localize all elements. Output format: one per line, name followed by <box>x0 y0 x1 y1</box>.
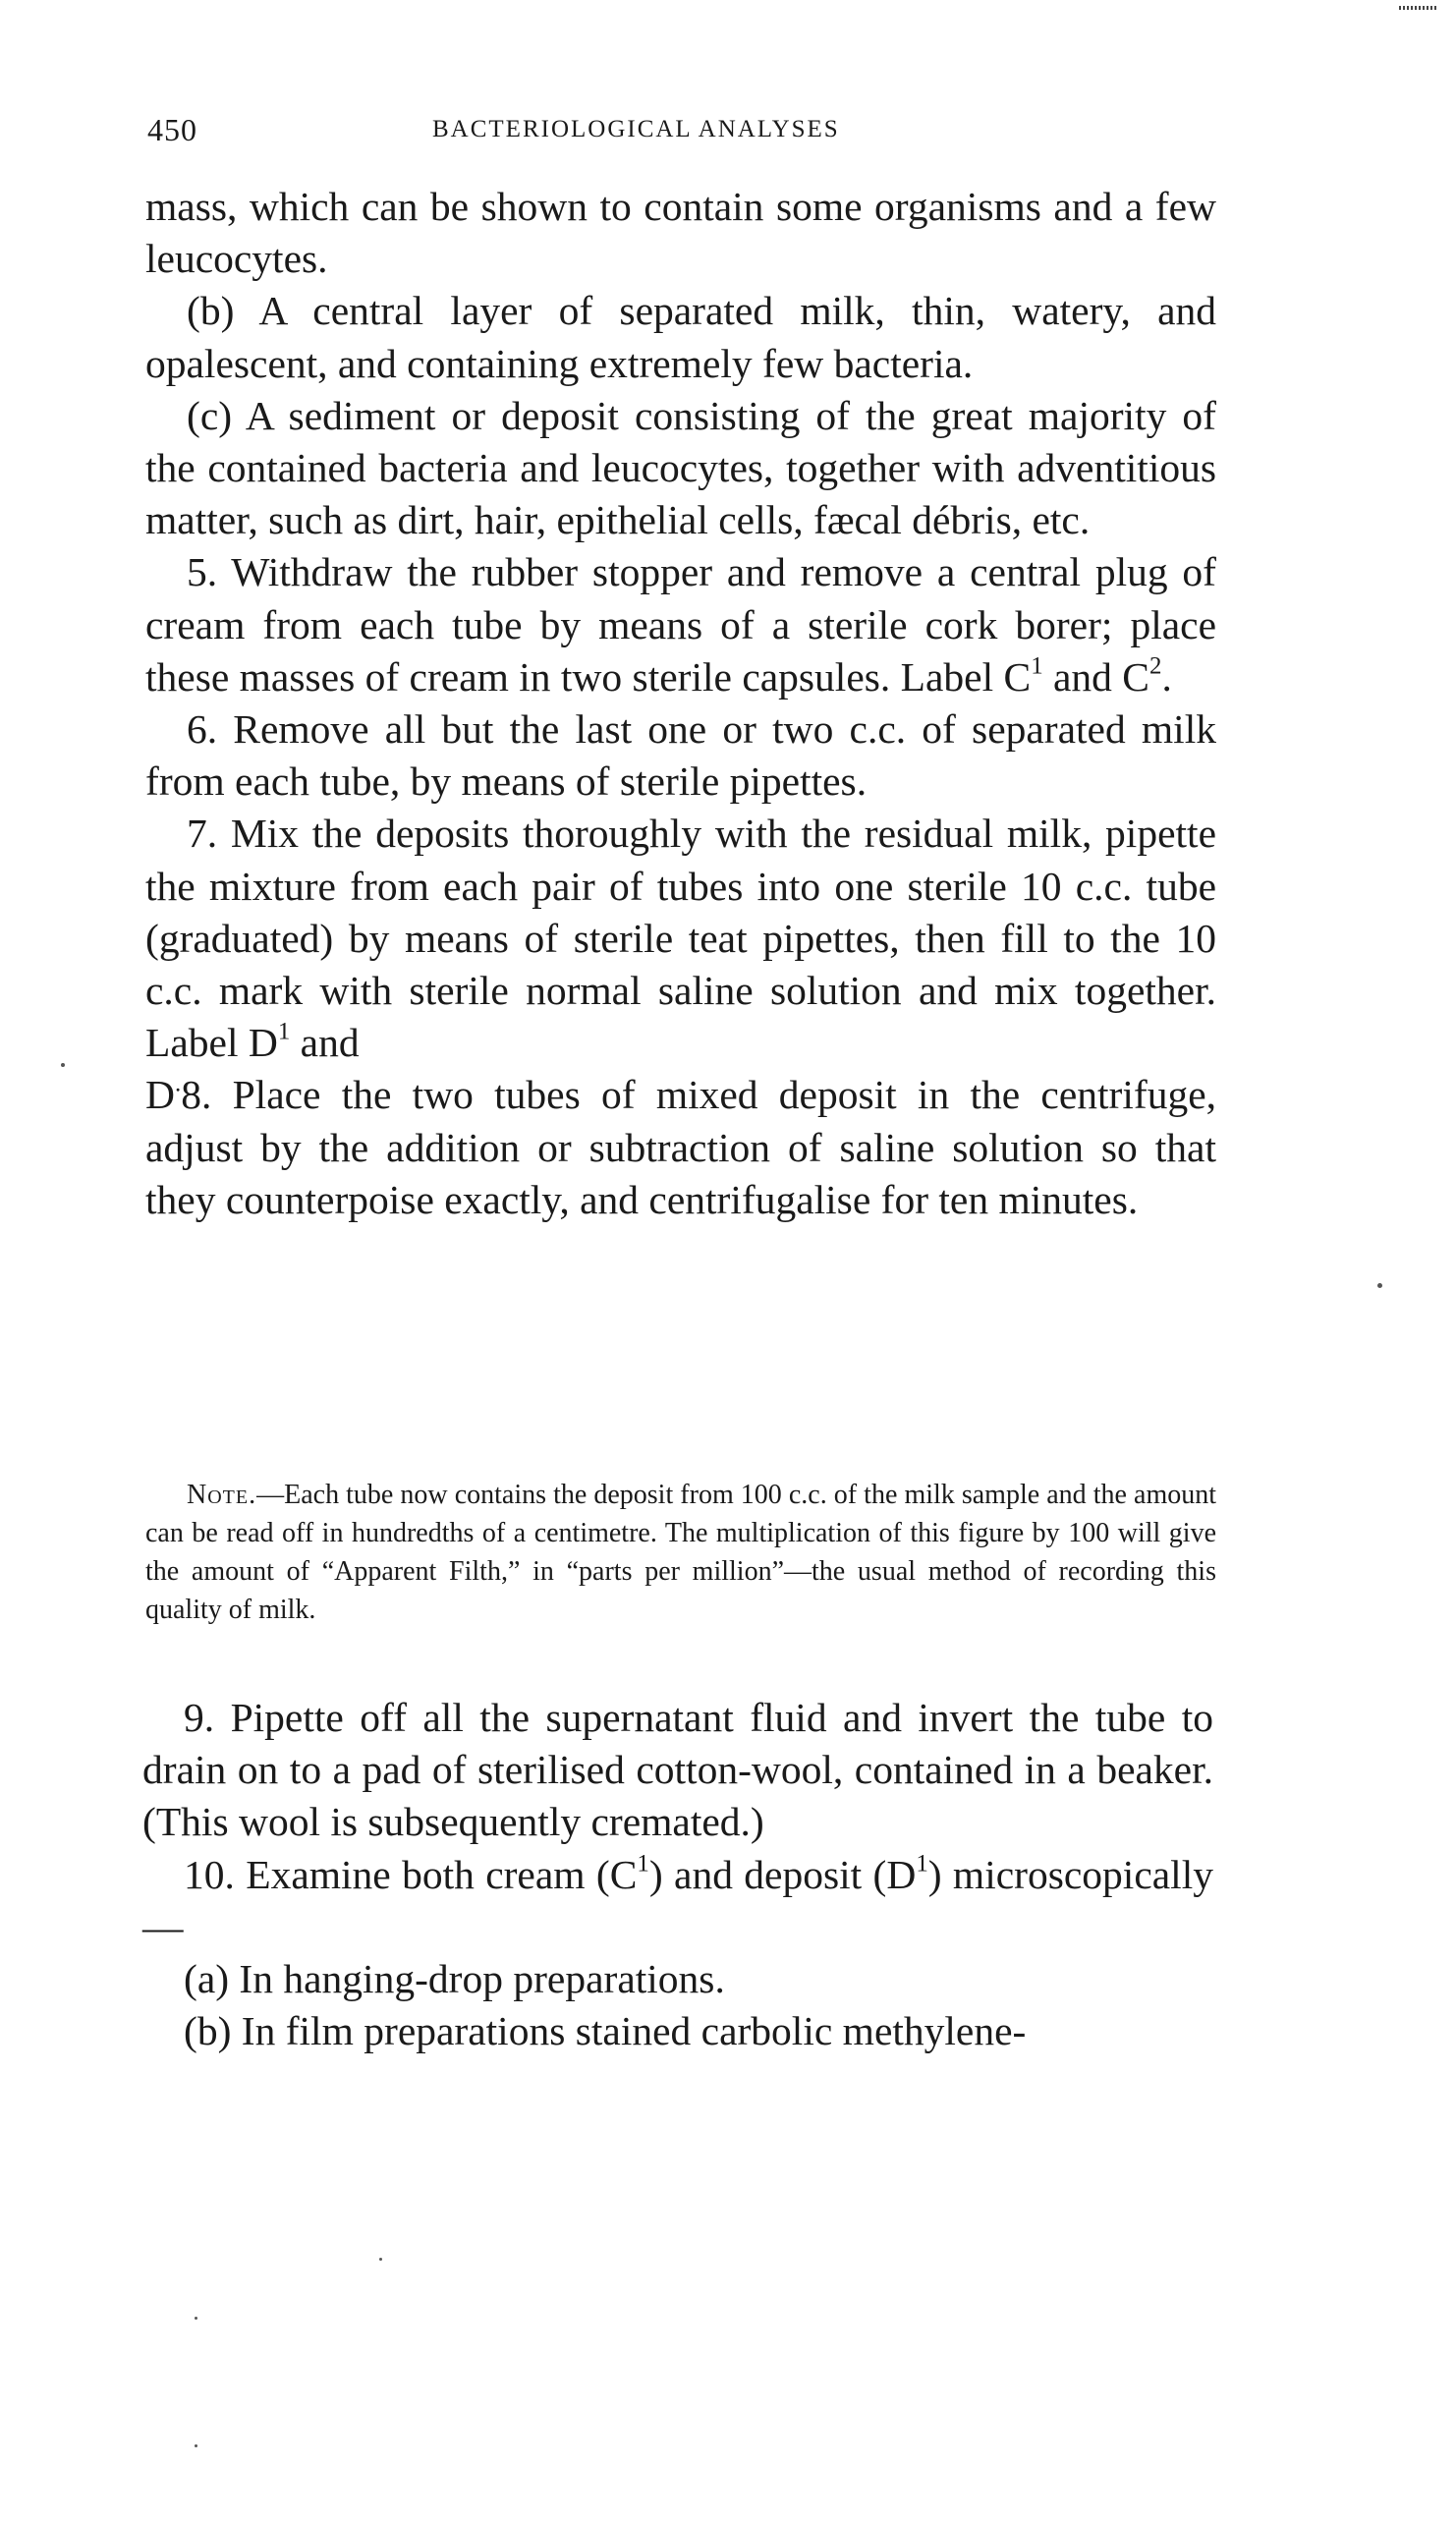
paragraph-b-film: (b) In film preparations stained carbolic methylene- <box>184 2008 1027 2054</box>
step-5-text: 5. Withdraw the rubber stopper and remove a central plug of cream from each tube by means of a sterile cork borer; place these masses of cream in two sterile capsules. Label C <box>145 549 1216 700</box>
scan-speck <box>195 2444 197 2447</box>
paragraph-step-7 <box>145 808 1216 1069</box>
page-number: 450 <box>147 112 197 147</box>
superscript: . <box>174 1071 182 1098</box>
paragraph-step-7-tail <box>145 1069 1216 1226</box>
superscript: 1 <box>1031 652 1043 680</box>
note-block <box>145 1476 1216 1629</box>
scan-speck <box>379 2258 382 2261</box>
scan-speck <box>195 2317 197 2320</box>
step-7-text: 7. Mix the deposits thoroughly with the residual milk, pipette the mixture from each pair of tubes into one sterile 10 c.c. tube (graduated) by means of sterile teat pipettes, then fill to the 10 c.c. mark with sterile normal saline solution and mix together. Label D <box>145 811 1216 1066</box>
paragraph-a-hanging-drop: (a) In hanging-drop preparations. <box>184 1956 725 2002</box>
paragraph-step-5 <box>145 546 1216 703</box>
main-text-block <box>145 181 1216 1226</box>
scan-speck <box>61 1063 65 1067</box>
scan-artifact-mark <box>1399 6 1436 10</box>
paragraph-b: (b) A central layer of separated milk, thin, watery, and opalescent, and containing extremely few bacteria. <box>145 288 1216 386</box>
main-text-block-2 <box>142 1692 1213 2057</box>
superscript: 2 <box>1149 652 1162 680</box>
note-text: —Each tube now contains the deposit from 100 c.c. of the milk sample and the amount can be read off in hundredths of a centimetre. The multiplication of this figure by 100 will give the amount of “Apparent Filth,” in “parts per million”—the usual method of recording this quality of milk. <box>145 1480 1216 1625</box>
paragraph-step-9: 9. Pipette off all the supernatant fluid and invert the tube to drain on to a pad of sterilised cotton-wool, contained in a beaker. (This wool is subsequently cremated.) <box>142 1695 1213 1845</box>
step-7-text-end: 8. Place the two tubes of mixed deposit in the centrifuge, adjust by the addition or subtraction of saline solution so that they counterpoise exactly, and centrifugalise for ten minutes. <box>145 1072 1216 1222</box>
step-5-text-end: . <box>1161 653 1172 700</box>
paragraph-step-10 <box>142 1849 1213 1953</box>
step-5-text-mid: and C <box>1042 653 1149 700</box>
running-head: BACTERIOLOGICAL ANALYSES <box>432 116 840 142</box>
superscript: 1 <box>637 1850 649 1878</box>
superscript: 1 <box>277 1018 291 1045</box>
step-7-text-line2: D <box>145 1072 175 1118</box>
note-label: Note. <box>187 1480 257 1510</box>
step-10-text: 10. Examine both cream (C <box>184 1851 638 1897</box>
superscript: 1 <box>916 1850 928 1878</box>
paragraph-c: (c) A sediment or deposit consisting of the great majority of the contained bacteria and leucocytes, together with adventitious matter, such as dirt, hair, epithelial cells, fæcal débris, etc. <box>145 392 1216 543</box>
step-7-text-mid: and <box>290 1020 360 1066</box>
step-10-text-end: ) microscopically— <box>142 1851 1213 1949</box>
page-header <box>147 112 1218 151</box>
step-10-text-mid: ) and deposit (D <box>648 1851 917 1897</box>
paragraph-step-6: 6. Remove all but the last one or two c.c. of separated milk from each tube, by means of sterile pipettes. <box>145 706 1216 805</box>
scan-speck <box>1377 1283 1382 1288</box>
paragraph-continuation: mass, which can be shown to contain some organisms and a few leucocytes. <box>145 184 1216 282</box>
